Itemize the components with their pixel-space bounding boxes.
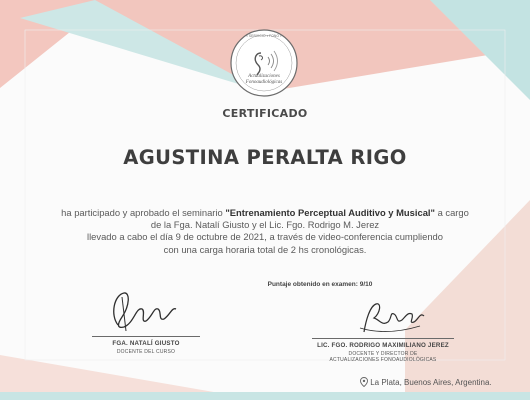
location-pin-icon xyxy=(360,377,368,387)
footer-location xyxy=(360,377,525,387)
signer-2-role xyxy=(300,351,466,363)
signature-jerez xyxy=(350,292,430,340)
recipient-name: AGUSTINA PERALTA RIGO xyxy=(123,146,407,169)
logo-name-line2: Fonoaudiológicas xyxy=(245,79,283,85)
logo-name-line1: Actualizaciones xyxy=(248,74,280,79)
signer-2-name: LIC. FGO. RODRIGO MAXIMILIANO JEREZ xyxy=(317,342,449,349)
signature-line-2 xyxy=(312,338,454,339)
signer-1-name: FGA. NATALÍ GIUSTO xyxy=(112,340,180,347)
bottom-teal-band xyxy=(0,392,530,400)
signature-line-1 xyxy=(92,336,200,337)
seminar-title: "Entrenamiento Perceptual Auditivo y Musical" xyxy=(225,207,435,218)
certificate-body xyxy=(60,207,470,256)
signature-giusto xyxy=(100,285,190,335)
signer-2-role-line1: DOCENTE Y DIRECTOR DE xyxy=(348,351,418,357)
exam-score: Puntaje obtenido en examen: 9/10 xyxy=(267,281,373,288)
body-date: llevado a cabo el día 9 de octubre de 2021, a través de video-conferencia cumpliendo xyxy=(87,231,443,243)
body-instructors: a cargo de la Fga. Natalí Giusto y el Lic. Fgo. Rodrigo M. Jerez xyxy=(150,207,469,231)
location-text: La Plata, Buenos Aires, Argentina. xyxy=(370,378,492,387)
logo-name xyxy=(236,74,292,85)
signer-2-role-line2: ACTUALIZACIONES FONOAUDIOLÓGICAS xyxy=(329,357,437,363)
logo-ring-text: • SERVICIO • FONO • xyxy=(246,34,282,38)
signer-1-role: DOCENTE DEL CURSO xyxy=(116,349,176,355)
body-hours: con una carga horaria total de 2 hs cronológicas. xyxy=(163,243,367,255)
body-intro: ha participado y aprobado el seminario xyxy=(61,207,226,218)
certificate-title: CERTIFICADO xyxy=(222,107,308,120)
